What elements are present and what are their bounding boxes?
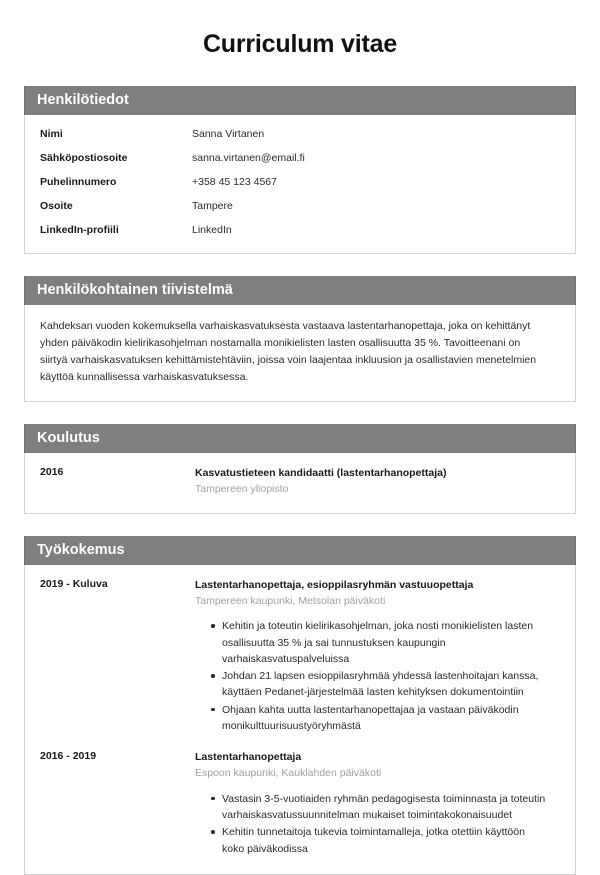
personal-details-body: [25, 115, 575, 253]
entry-title: Lastentarhanopettaja, esioppilasryhmän vastuuopettaja: [195, 578, 474, 591]
experience-entry: [40, 578, 560, 736]
info-label: Puhelinnumero: [40, 175, 117, 188]
info-value: +358 45 123 4567: [192, 175, 277, 188]
info-value: Sanna Virtanen: [192, 127, 265, 140]
summary-paragraph: Kahdeksan vuoden kokemuksella varhaiskasvatuksesta vastaava lastentarhanopettaja, joka on kehittänyt yhden päiväkodin kielirikasohjelman nostamalla monikielisten lasten osallisuutta 35 %. Tavoitteenani on siirtyä varhaiskasvatuksen kehittämistehtäviin, joissa voin laajentaa inkluusion ja osallistavien menetelmien käyttöä kunnallisessa varhaiskasvatuksessa.: [40, 319, 537, 383]
entry-title: Kasvatustieteen kandidaatti (lastentarhanopettaja): [195, 466, 447, 479]
page-title: Curriculum vitae: [202, 30, 398, 58]
personal-summary-body: [25, 305, 575, 401]
entry-organization: Espoon kaupunki, Kauklahden päiväkoti: [195, 767, 382, 780]
list-item: Kehitin ja toteutin kielirikasohjelman, joka nosti monikielisten lasten osallisuutta 35 % ja sai tunnustuksen kaupungin varhaiskasvatuspalveluissa: [211, 618, 560, 667]
list-item: Johdan 21 lapsen esioppilasryhmää yhdessä lastenhoitajan kanssa, käyttäen Pedanet-järjestelmää lasten kehityksen dokumentointiin: [211, 668, 560, 701]
section-personal-details: [24, 86, 576, 254]
entry-period: 2016 - 2019: [40, 750, 97, 763]
section-heading-education: Koulutus: [24, 424, 576, 453]
education-entry: [40, 466, 560, 498]
section-education: [24, 424, 576, 514]
info-row-nimi: [40, 128, 560, 140]
section-work-experience: [24, 536, 576, 875]
education-body: [25, 453, 575, 513]
experience-entry: [40, 750, 560, 858]
info-label: Sähköpostiosoite: [40, 151, 128, 164]
entry-main: [195, 578, 560, 736]
info-value: Tampere: [192, 199, 233, 212]
list-item: Vastasin 3-5-vuotiaiden ryhmän pedagogisesta toiminnasta ja toteutin varhaiskasvatussuunnitelman mukaiset toimintakokonaisuudet: [211, 791, 560, 824]
info-label: LinkedIn-profiili: [40, 223, 119, 236]
work-experience-body: [25, 565, 575, 874]
info-row-linkedin: [40, 224, 560, 236]
info-value[interactable]: sanna.virtanen@email.fi: [192, 151, 305, 164]
section-heading-personal-details: Henkilötiedot: [24, 86, 576, 115]
entry-organization: Tampereen yliopisto: [195, 482, 289, 495]
info-row-phone: [40, 176, 560, 188]
info-label: Nimi: [40, 127, 63, 140]
section-personal-summary: [24, 276, 576, 402]
section-heading-personal-summary: Henkilökohtainen tiivistelmä: [24, 276, 576, 305]
entry-title: Lastentarhanopettaja: [195, 751, 302, 764]
entry-bullet-list: [195, 618, 560, 734]
entry-main: [195, 466, 560, 498]
section-heading-work-experience: Työkokemus: [24, 536, 576, 565]
info-label: Osoite: [40, 199, 73, 212]
info-row-email: [40, 152, 560, 164]
info-row-address: [40, 200, 560, 212]
entry-bullet-list: [195, 791, 560, 857]
entry-main: [195, 750, 560, 858]
entry-period: 2019 - Kuluva: [40, 577, 108, 590]
list-item: Ohjaan kahta uutta lastentarhanopettajaa ja vastaan päiväkodin monikulttuurisuustyöryhmästä: [211, 702, 560, 735]
info-value-linkedin-link[interactable]: LinkedIn: [192, 223, 232, 236]
entry-period: 2016: [40, 465, 64, 478]
entry-organization: Tampereen kaupunki, Metsolan päiväkoti: [195, 594, 386, 607]
list-item: Kehitin tunnetaitoja tukevia toimintamalleja, jotka otettiin käyttöön koko päiväkodissa: [211, 824, 560, 857]
